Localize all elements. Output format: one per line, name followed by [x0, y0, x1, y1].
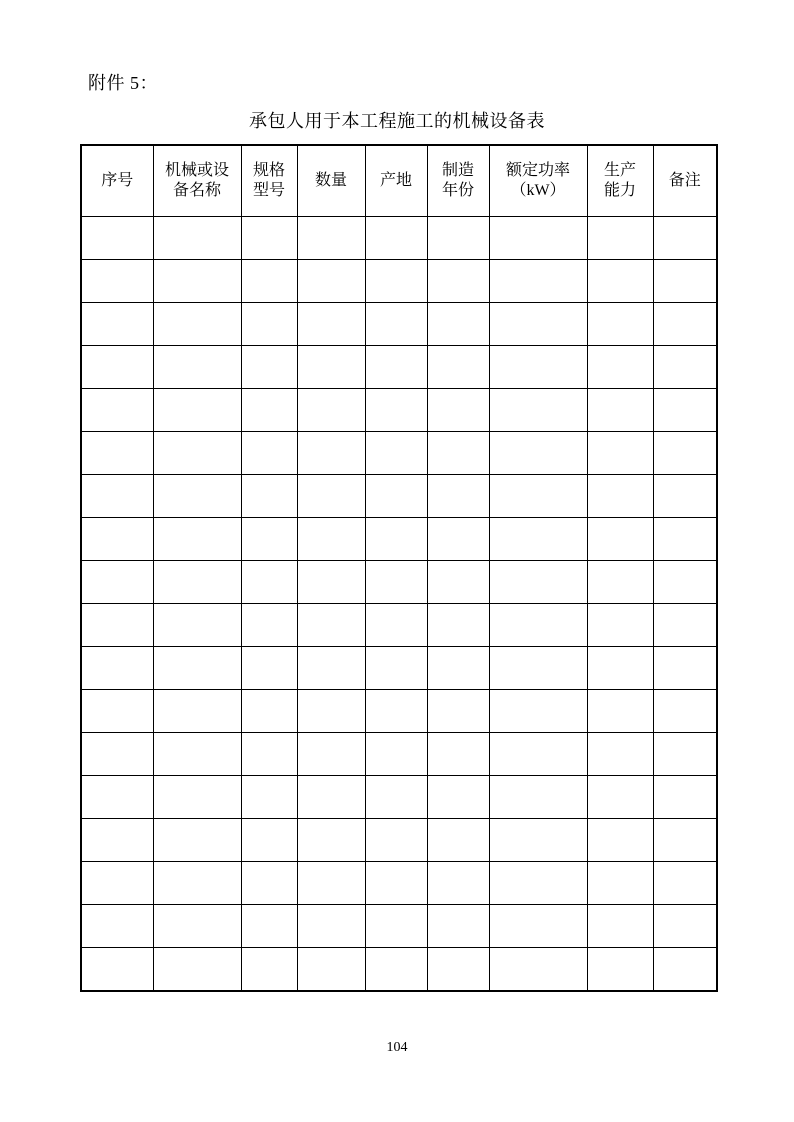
table-row	[81, 733, 717, 776]
table-cell[interactable]	[489, 690, 587, 733]
table-cell[interactable]	[427, 647, 489, 690]
table-cell[interactable]	[653, 647, 717, 690]
table-column-header	[653, 145, 717, 217]
table-column-header-line: 额定功率	[505, 162, 570, 179]
table-cell[interactable]	[297, 905, 365, 948]
table-column-header-line: 产地	[379, 172, 412, 189]
table-cell[interactable]	[587, 690, 653, 733]
table-cell[interactable]	[241, 948, 297, 992]
table-row	[81, 776, 717, 819]
table-row	[81, 948, 717, 992]
table-cell[interactable]	[653, 819, 717, 862]
table-cell[interactable]	[365, 604, 427, 647]
table-cell[interactable]	[241, 260, 297, 303]
table-cell[interactable]	[653, 303, 717, 346]
table-cell[interactable]	[427, 862, 489, 905]
table-cell[interactable]	[427, 432, 489, 475]
table-cell[interactable]	[241, 862, 297, 905]
table-cell[interactable]	[489, 518, 587, 561]
table-header-row	[81, 145, 717, 217]
table-cell[interactable]	[153, 647, 241, 690]
table-cell[interactable]	[427, 518, 489, 561]
table-column-header-line: 机械或设	[164, 162, 229, 179]
table-cell[interactable]	[81, 862, 153, 905]
table-row	[81, 905, 717, 948]
table-cell[interactable]	[297, 260, 365, 303]
table-cell[interactable]	[153, 561, 241, 604]
table-row	[81, 260, 717, 303]
table-cell[interactable]	[81, 905, 153, 948]
table-cell[interactable]	[489, 475, 587, 518]
table-cell[interactable]	[427, 303, 489, 346]
table-cell[interactable]	[241, 604, 297, 647]
table-column-header	[587, 145, 653, 217]
table-cell[interactable]	[427, 776, 489, 819]
table-cell[interactable]	[365, 776, 427, 819]
table-cell[interactable]	[587, 647, 653, 690]
table-cell[interactable]	[153, 948, 241, 992]
table-cell[interactable]	[241, 690, 297, 733]
table-cell[interactable]	[153, 389, 241, 432]
table-cell[interactable]	[241, 819, 297, 862]
table-row	[81, 819, 717, 862]
table-cell[interactable]	[241, 475, 297, 518]
table-cell[interactable]	[81, 733, 153, 776]
table-cell[interactable]	[365, 948, 427, 992]
table-cell[interactable]	[653, 475, 717, 518]
table-cell[interactable]	[489, 303, 587, 346]
table-column-header	[489, 145, 587, 217]
page-number: 104	[386, 1040, 408, 1055]
table-cell[interactable]	[153, 303, 241, 346]
table-cell[interactable]	[587, 260, 653, 303]
table-cell[interactable]	[81, 561, 153, 604]
table-cell[interactable]	[427, 346, 489, 389]
table-cell[interactable]	[241, 432, 297, 475]
table-cell[interactable]	[587, 733, 653, 776]
table-cell[interactable]	[297, 948, 365, 992]
table-cell[interactable]	[653, 432, 717, 475]
equipment-table-container	[80, 144, 716, 992]
table-cell[interactable]	[489, 346, 587, 389]
table-cell[interactable]	[81, 604, 153, 647]
table-cell[interactable]	[153, 604, 241, 647]
table-cell[interactable]	[653, 561, 717, 604]
table-cell[interactable]	[489, 905, 587, 948]
table-column-header-line: 序号	[101, 172, 134, 189]
table-row	[81, 518, 717, 561]
table-cell[interactable]	[81, 690, 153, 733]
table-cell[interactable]	[489, 862, 587, 905]
table-cell[interactable]	[365, 647, 427, 690]
table-cell[interactable]	[489, 432, 587, 475]
table-row	[81, 862, 717, 905]
table-cell[interactable]	[365, 905, 427, 948]
table-header	[81, 145, 717, 217]
table-cell[interactable]	[365, 518, 427, 561]
table-cell[interactable]	[297, 647, 365, 690]
table-cell[interactable]	[365, 733, 427, 776]
table-row	[81, 346, 717, 389]
table-cell[interactable]	[653, 217, 717, 260]
table-cell[interactable]	[81, 819, 153, 862]
table-cell[interactable]	[241, 561, 297, 604]
table-cell[interactable]	[653, 690, 717, 733]
table-cell[interactable]	[153, 776, 241, 819]
table-row	[81, 389, 717, 432]
table-cell[interactable]	[81, 260, 153, 303]
table-cell[interactable]	[241, 217, 297, 260]
table-cell[interactable]	[365, 475, 427, 518]
table-cell[interactable]	[81, 389, 153, 432]
table-cell[interactable]	[427, 819, 489, 862]
table-cell[interactable]	[81, 217, 153, 260]
table-column-header-line: 制造	[441, 162, 474, 179]
table-cell[interactable]	[365, 561, 427, 604]
table-row	[81, 561, 717, 604]
table-cell[interactable]	[489, 604, 587, 647]
table-cell[interactable]	[365, 303, 427, 346]
attachment-label: 附件 5：	[88, 73, 158, 93]
table-cell[interactable]	[427, 475, 489, 518]
table-cell[interactable]	[653, 862, 717, 905]
table-column-header-line: 备注	[668, 172, 701, 189]
table-cell[interactable]	[587, 217, 653, 260]
table-cell[interactable]	[241, 303, 297, 346]
table-cell[interactable]	[489, 819, 587, 862]
table-cell[interactable]	[427, 260, 489, 303]
table-cell[interactable]	[297, 733, 365, 776]
table-cell[interactable]	[653, 604, 717, 647]
table-cell[interactable]	[365, 819, 427, 862]
table-cell[interactable]	[81, 303, 153, 346]
table-column-header-line: 年份	[441, 182, 474, 199]
table-cell[interactable]	[365, 217, 427, 260]
table-cell[interactable]	[153, 905, 241, 948]
table-cell[interactable]	[297, 518, 365, 561]
table-cell[interactable]	[241, 518, 297, 561]
table-cell[interactable]	[427, 389, 489, 432]
table-cell[interactable]	[81, 948, 153, 992]
table-cell[interactable]	[297, 346, 365, 389]
table-cell[interactable]	[587, 862, 653, 905]
table-cell[interactable]	[153, 432, 241, 475]
table-cell[interactable]	[653, 389, 717, 432]
table-cell[interactable]	[153, 217, 241, 260]
table-cell[interactable]	[241, 346, 297, 389]
table-cell[interactable]	[81, 432, 153, 475]
table-column-header	[427, 145, 489, 217]
equipment-table	[80, 144, 718, 992]
table-cell[interactable]	[81, 518, 153, 561]
table-cell[interactable]	[489, 561, 587, 604]
table-cell[interactable]	[489, 217, 587, 260]
table-cell[interactable]	[365, 346, 427, 389]
table-cell[interactable]	[653, 776, 717, 819]
table-cell[interactable]	[489, 733, 587, 776]
table-cell[interactable]	[241, 647, 297, 690]
table-cell[interactable]	[653, 948, 717, 992]
table-cell[interactable]	[81, 776, 153, 819]
table-cell[interactable]	[297, 475, 365, 518]
table-cell[interactable]	[653, 260, 717, 303]
table-column-header-line: 生产	[603, 162, 636, 179]
table-body	[81, 217, 717, 992]
table-column-header-line: 能力	[603, 182, 636, 199]
table-cell[interactable]	[365, 389, 427, 432]
table-cell[interactable]	[297, 862, 365, 905]
table-cell[interactable]	[365, 690, 427, 733]
table-column-header	[153, 145, 241, 217]
table-row	[81, 475, 717, 518]
table-cell[interactable]	[153, 733, 241, 776]
table-cell[interactable]	[153, 475, 241, 518]
table-cell[interactable]	[365, 432, 427, 475]
table-column-header-line: 规格	[252, 162, 285, 179]
table-cell[interactable]	[587, 346, 653, 389]
page-title: 承包人用于本工程施工的机械设备表	[249, 111, 545, 131]
table-cell[interactable]	[653, 346, 717, 389]
table-cell[interactable]	[489, 260, 587, 303]
table-cell[interactable]	[297, 389, 365, 432]
table-cell[interactable]	[427, 905, 489, 948]
table-cell[interactable]	[587, 776, 653, 819]
table-cell[interactable]	[241, 733, 297, 776]
table-cell[interactable]	[153, 862, 241, 905]
table-cell[interactable]	[587, 475, 653, 518]
table-cell[interactable]	[587, 819, 653, 862]
table-cell[interactable]	[587, 948, 653, 992]
table-cell[interactable]	[587, 389, 653, 432]
table-column-header-line: 型号	[252, 182, 285, 199]
table-cell[interactable]	[489, 647, 587, 690]
table-row	[81, 217, 717, 260]
table-cell[interactable]	[241, 389, 297, 432]
table-cell[interactable]	[489, 948, 587, 992]
table-cell[interactable]	[489, 776, 587, 819]
table-cell[interactable]	[241, 776, 297, 819]
table-column-header	[81, 145, 153, 217]
table-cell[interactable]	[153, 260, 241, 303]
table-row	[81, 647, 717, 690]
table-cell[interactable]	[427, 690, 489, 733]
table-cell[interactable]	[427, 733, 489, 776]
table-cell[interactable]	[489, 389, 587, 432]
table-row	[81, 690, 717, 733]
table-cell[interactable]	[297, 604, 365, 647]
table-row	[81, 604, 717, 647]
table-cell[interactable]	[587, 432, 653, 475]
table-cell[interactable]	[427, 217, 489, 260]
table-cell[interactable]	[427, 561, 489, 604]
table-cell[interactable]	[427, 604, 489, 647]
table-cell[interactable]	[297, 303, 365, 346]
table-cell[interactable]	[427, 948, 489, 992]
table-cell[interactable]	[653, 518, 717, 561]
table-column-header	[365, 145, 427, 217]
table-cell[interactable]	[587, 905, 653, 948]
table-cell[interactable]	[587, 303, 653, 346]
table-cell[interactable]	[297, 776, 365, 819]
table-column-header	[241, 145, 297, 217]
table-row	[81, 303, 717, 346]
table-cell[interactable]	[153, 819, 241, 862]
table-cell[interactable]	[153, 518, 241, 561]
table-cell[interactable]	[653, 733, 717, 776]
table-row	[81, 432, 717, 475]
table-cell[interactable]	[297, 819, 365, 862]
table-cell[interactable]	[81, 475, 153, 518]
table-cell[interactable]	[587, 604, 653, 647]
table-column-header	[297, 145, 365, 217]
table-cell[interactable]	[81, 346, 153, 389]
table-cell[interactable]	[653, 905, 717, 948]
table-column-header-line: 备名称	[172, 182, 221, 199]
table-cell[interactable]	[297, 432, 365, 475]
table-column-header-line: （kW）	[510, 182, 566, 199]
table-cell[interactable]	[297, 561, 365, 604]
table-cell[interactable]	[153, 690, 241, 733]
table-cell[interactable]	[81, 647, 153, 690]
table-cell[interactable]	[587, 561, 653, 604]
table-cell[interactable]	[297, 217, 365, 260]
table-cell[interactable]	[241, 905, 297, 948]
table-cell[interactable]	[587, 518, 653, 561]
table-cell[interactable]	[365, 862, 427, 905]
table-cell[interactable]	[153, 346, 241, 389]
table-cell[interactable]	[297, 690, 365, 733]
table-cell[interactable]	[365, 260, 427, 303]
table-column-header-line: 数量	[314, 172, 347, 189]
